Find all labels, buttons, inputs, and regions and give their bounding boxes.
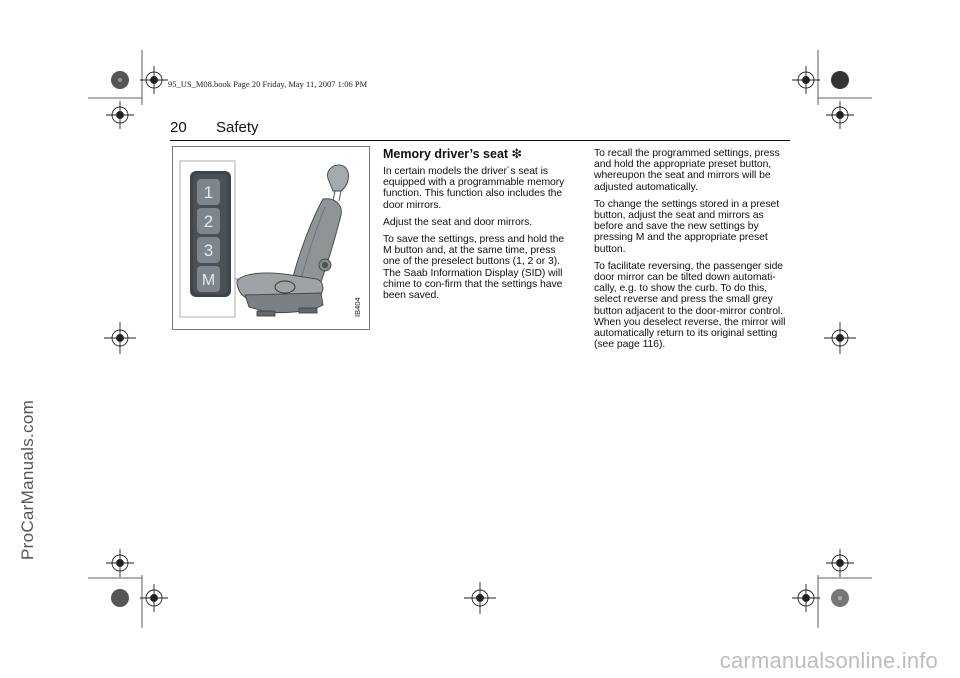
article-title: Memory driver’s seat ❇ (383, 147, 523, 161)
figure-code: IB404 (353, 297, 362, 317)
paragraph: To recall the programmed settings, press and hold the appropriate preset button, whereupon the seat and mirrors will be adjusted automatically. (594, 148, 780, 193)
preset-button-1-label: 1 (203, 183, 214, 202)
preset-button-1[interactable] (197, 179, 220, 205)
seat-illustration (172, 146, 370, 330)
header-rule (170, 140, 790, 141)
preset-button-2[interactable] (197, 208, 220, 234)
paragraph: Adjust the seat and door mirrors. (383, 216, 533, 228)
article-column-1 (383, 166, 575, 307)
preset-button-3[interactable] (197, 237, 220, 263)
page-number: 20 (170, 119, 187, 136)
preset-button-3-label: 3 (203, 241, 214, 260)
footer-watermark: carmanualsonline.info (719, 648, 938, 673)
preset-button-2-label: 2 (203, 212, 214, 231)
paragraph: To save the settings, press and hold the M button and, at the same time, press one of the preselect buttons (1, 2 or 3). The Saab Information Display (SID) will chime to con-firm that the settings have been saved. (383, 234, 565, 302)
memory-button-m[interactable] (197, 266, 220, 292)
article-column-2 (594, 148, 790, 356)
page-heading (170, 119, 259, 136)
seat-icon (237, 165, 348, 316)
print-header: 95_US_M08.book Page 20 Friday, May 11, 2007 1:06 PM (168, 79, 368, 89)
memory-button-m-label: M (201, 272, 216, 289)
paragraph: To facilitate reversing, the passenger side door mirror can be tilted down automati-cally, e.g. to show the curb. To do this, select reverse and press the small grey button adjacent to the door-mirror control. When you deselect reverse, the mirror will automatically return to its original setting (see page 116). (594, 260, 786, 351)
paragraph: To change the settings stored in a preset button, adjust the seat and mirrors as before and save the new settings by pressing M and the appropriate preset button. (594, 198, 780, 255)
paragraph: In certain models the driver´s seat is equipped with a programmable memory function. This function also includes the door mirrors. (383, 166, 565, 211)
section-name: Safety (216, 119, 259, 136)
side-watermark: ProCarManuals.com (18, 399, 37, 560)
